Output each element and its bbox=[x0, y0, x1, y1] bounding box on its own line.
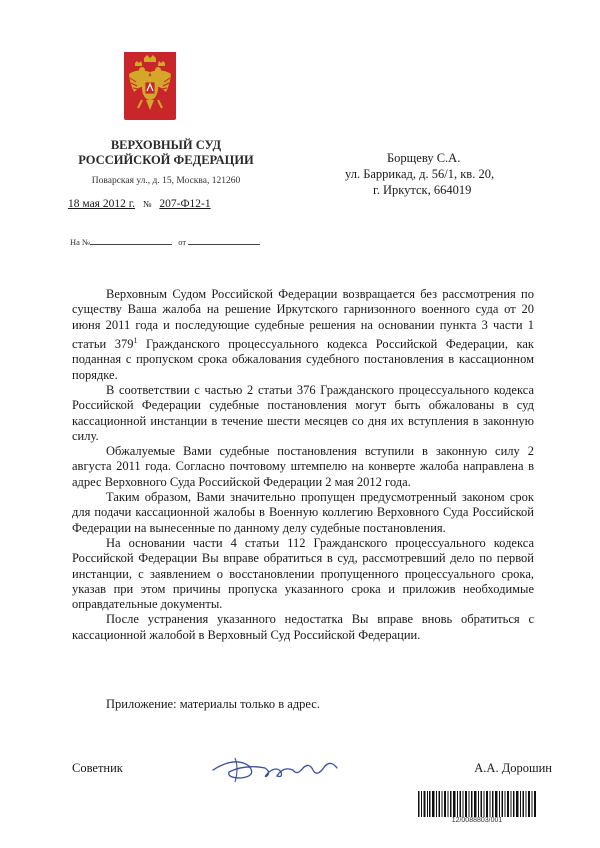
body-paragraph-3: Обжалуемые Вами судебные постановления вступили в законную силу 2 августа 2011 года. Согласно почтовому штемпелю на конверте жалоба направлена в адрес Верховного Суда Российской Федерации 2 мая 2012 года. bbox=[72, 444, 534, 489]
letter-date: 18 мая 2012 г. bbox=[68, 198, 136, 210]
signatory-title: Советник bbox=[72, 761, 123, 775]
recipient-block bbox=[345, 150, 513, 198]
ref-date-blank bbox=[188, 244, 260, 245]
barcode-number: 12/0088803/001 bbox=[451, 817, 503, 824]
court-address: Поварская ул., д. 15, Москва, 121260 bbox=[91, 176, 241, 186]
recipient-street: ул. Баррикад, д. 56/1, кв. 20, bbox=[345, 167, 495, 181]
body-paragraph-6: После устранения указанного недостатка Вы вправе вновь обратиться с кассационной жалобой в Верховный Суд Российской Федерации. bbox=[72, 612, 534, 642]
recipient-city: г. Иркутск, 664019 bbox=[373, 183, 472, 197]
court-name-line-2: РОССИЙСКОЙ ФЕДЕРАЦИИ bbox=[78, 153, 254, 167]
barcode-icon bbox=[418, 791, 536, 817]
signatory-name: А.А. Дорошин bbox=[474, 761, 552, 775]
registration-line bbox=[66, 198, 213, 210]
body-paragraph-2: В соответствии с частью 2 статьи 376 Гражданского процессуального кодекса Российской Федерации судебные постановления могут быть обжалованы в суд кассационной инстанции в течение шести месяцев со дня их вступления в законную силу. bbox=[72, 382, 534, 443]
body-paragraph-4: Таким образом, Вами значительно пропущен предусмотренный законом срок для подачи кассационной жалобы в Военную коллегию Верховного Суда Российской Федерации на вынесенные по данному делу судебные постановления. bbox=[72, 490, 534, 535]
ref-number-blank bbox=[90, 244, 172, 245]
letter-number: 207-Ф12-1 bbox=[159, 198, 211, 210]
attachment-note: Приложение: материалы только в адрес. bbox=[106, 697, 320, 711]
body-paragraph-1-text-end: Гражданского процессуального кодекса Российской Федерации, как поданная с пропуском срока обжалования судебного постановления в кассационном порядке. bbox=[72, 337, 534, 382]
handwritten-signature bbox=[205, 748, 345, 788]
ref-from: от bbox=[178, 237, 187, 247]
body-paragraph-1-sup: 1 bbox=[133, 335, 138, 345]
body-paragraph-5: На основании части 4 статьи 112 Гражданского процессуального кодекса Российской Федерации Вы вправе обратиться в суд, рассмотревший дело по первой инстанции, с заявлением о восстановлении пропущенного процессуального срока, указав при этом причины пропуска указанного срока и приложив необходимые оправдательные документы. bbox=[72, 535, 534, 612]
letter-body bbox=[72, 287, 534, 643]
ref-prefix: На № bbox=[70, 237, 91, 247]
reference-line bbox=[70, 237, 260, 247]
body-paragraph-1 bbox=[72, 287, 534, 383]
recipient-name: Борщеву С.А. bbox=[387, 151, 461, 165]
number-sign: № bbox=[142, 199, 152, 209]
coat-of-arms-icon bbox=[124, 52, 176, 120]
body-paragraph-1-text: Верховным Судом Российской Федерации возвращается без рассмотрения по существу Ваша жалоба на решение Иркутского гарнизонного военного суда от 20 июня 2011 года и последующие судебные решения на основании пункта 3 части 1 статьи 379 bbox=[72, 287, 534, 352]
court-name-line-1: ВЕРХОВНЫЙ СУД bbox=[110, 138, 222, 152]
court-name bbox=[60, 138, 272, 168]
